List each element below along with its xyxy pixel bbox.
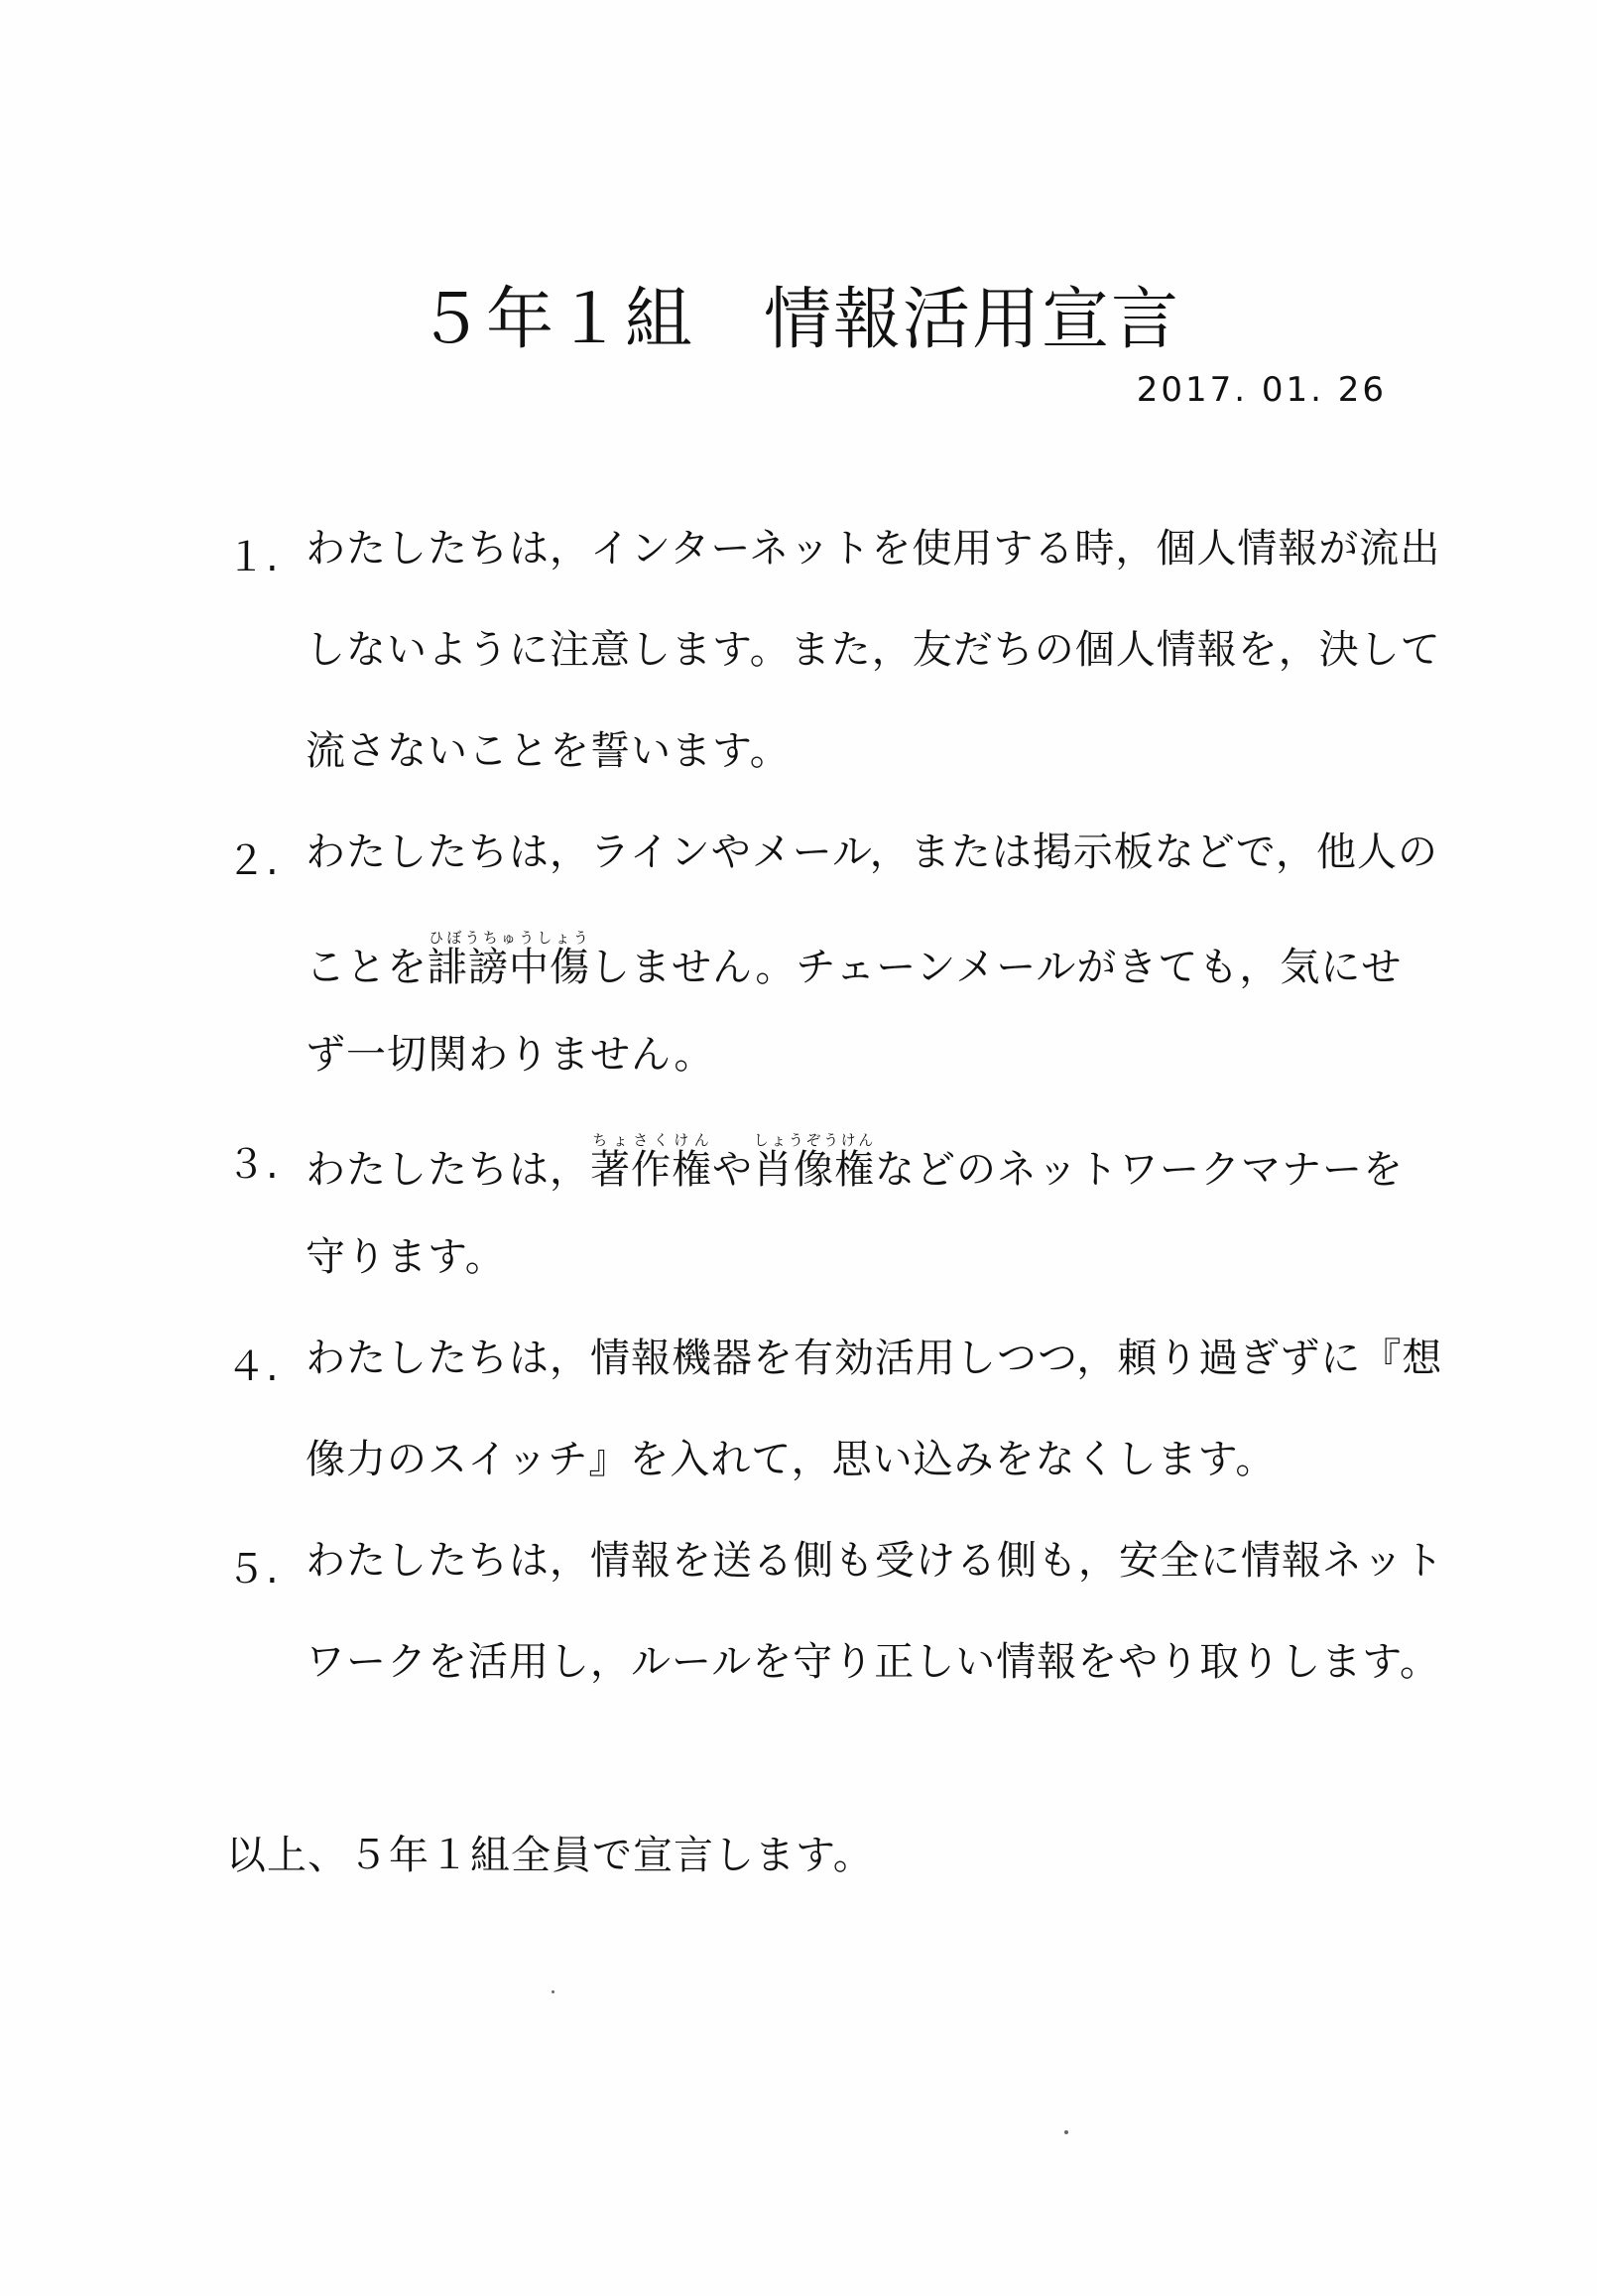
item-number: ５. [226, 1547, 279, 1593]
ruby-base: 肖像権 [753, 1147, 875, 1193]
item-line: わたしたちは，ラインやメール，または掲示板などで，他人の [306, 829, 1438, 875]
closing-statement: 以上、５年１組全員で宣言します。 [226, 1833, 874, 1878]
item-line: わたしたちは，情報を送る側も受ける側も，安全に情報ネット [306, 1538, 1444, 1584]
ruby-base: 誹謗中傷 [428, 945, 590, 990]
declaration-list [226, 524, 1444, 1738]
furigana-hibouchuushou [428, 929, 590, 990]
item-line [306, 929, 1403, 990]
item-number: ２. [226, 838, 279, 884]
ruby-reading: ちょさくけん [590, 1131, 712, 1149]
item-line: 像力のスイッチ』を入れて，思い込みをなくします。 [306, 1437, 1277, 1482]
ruby-reading: しょうぞうけん [753, 1131, 875, 1149]
declaration-item-5 [226, 1536, 1444, 1687]
document-title: ５年１組 情報活用宣言 [416, 281, 1180, 359]
item-line: ず一切関わりません。 [306, 1032, 715, 1078]
item-number: ４. [226, 1344, 279, 1390]
furigana-chosakuken [590, 1131, 712, 1193]
item-line: 守ります。 [306, 1234, 506, 1280]
declaration-item-3 [226, 1131, 1404, 1282]
declaration-item-2 [226, 828, 1438, 1080]
document-date: 2017. 01. 26 [1136, 370, 1387, 410]
furigana-shouzouken [753, 1131, 875, 1193]
item-line: しないように注意します。また，友だちの個人情報を，決して [306, 627, 1441, 673]
ruby-reading: ひぼうちゅうしょう [428, 929, 590, 947]
line-text: わたしたちは， [306, 1147, 590, 1193]
line-text: や [712, 1147, 753, 1193]
declaration-item-4 [226, 1334, 1443, 1484]
item-line: わたしたちは，情報機器を有効活用しつつ，頼り過ぎずに『想 [306, 1336, 1443, 1381]
declaration-item-1 [226, 524, 1441, 776]
item-line: 流さないことを誓います。 [306, 728, 791, 774]
item-number: １. [226, 535, 279, 580]
line-text: しません。チェーンメールがきても，気にせ [590, 945, 1403, 990]
item-line: わたしたちは，インターネットを使用する時，個人情報が流出 [306, 526, 1441, 572]
scan-speck [552, 1990, 554, 1993]
item-line [306, 1131, 1404, 1193]
item-number: ３. [226, 1142, 279, 1188]
scan-speck [1064, 2130, 1068, 2134]
line-text: などのネットワークマナーを [875, 1147, 1404, 1193]
item-line: ワークを活用し，ルールを守り正しい情報をやり取りします。 [306, 1639, 1440, 1685]
line-text: ことを [306, 945, 428, 990]
ruby-base: 著作権 [590, 1147, 712, 1193]
